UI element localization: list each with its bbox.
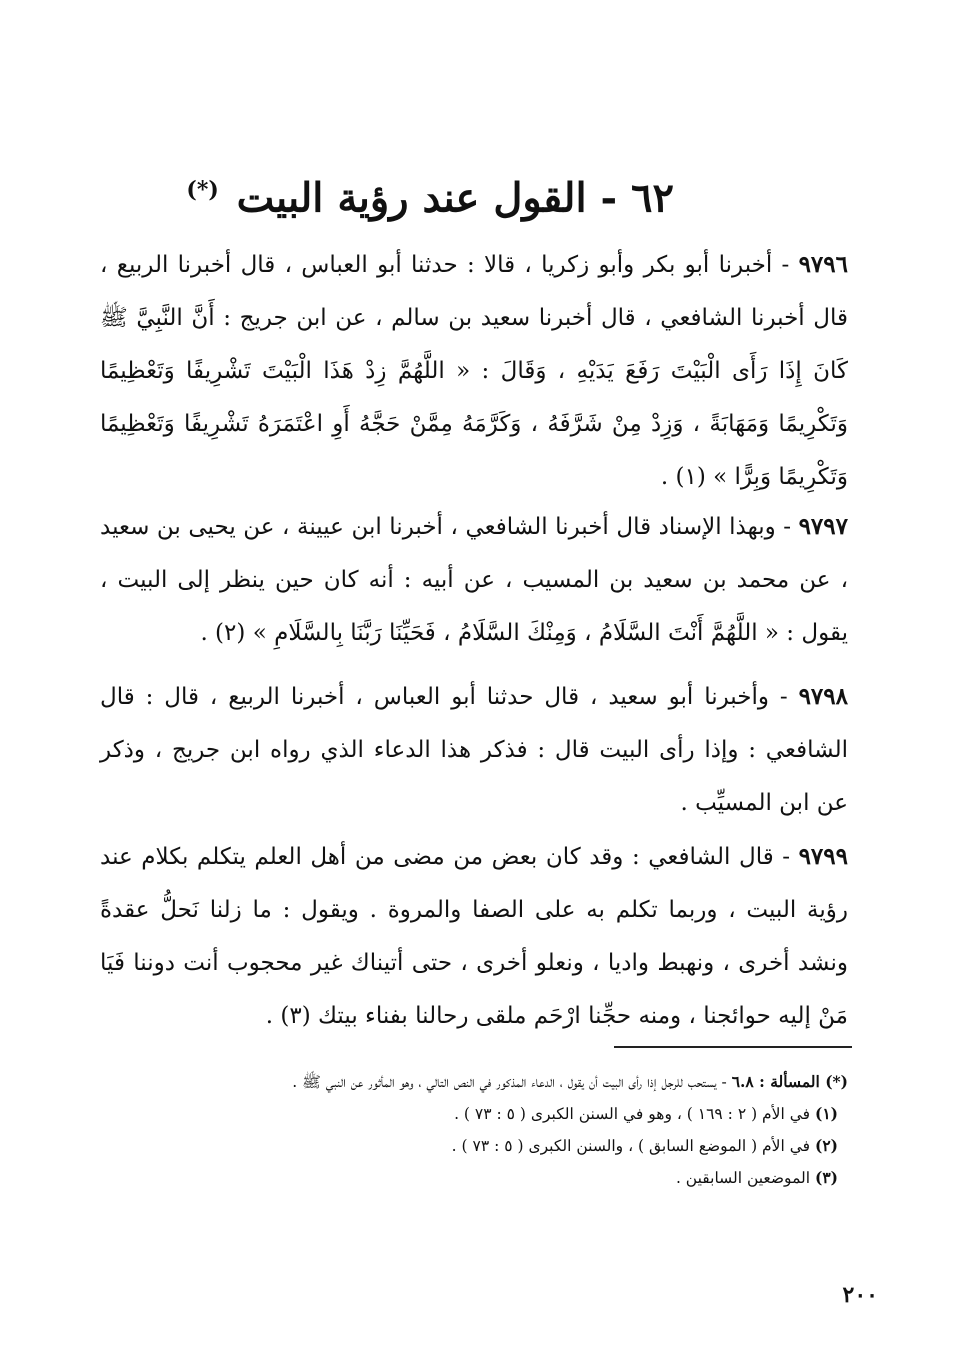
hadith-number: ٩٧٩٨: [798, 683, 848, 710]
chapter-title: [174, 160, 674, 228]
hadith-text: - قال الشافعي : وقد كان بعض من مضى من أهل العلم يتكلم بكلام عند رؤية البيت ، وربما تكلم به على الصفا والمروة . ويقول : ما زلنا نَحلُّ عقدةً ونشد أخرى ، ونهبط واديا ، ونعلو أخرى ، حتى أتيناك غير محجوب أنت دوننا فَيَا مَنْ إليه حوائجنا ، ومنه حجِّنا ارْحَم ملقى رحالنا بفناء بيتك (٣) .: [100, 844, 848, 1029]
hadith-9797: [100, 500, 848, 660]
footnote-lead: (٢): [814, 1136, 838, 1155]
hadith-9796: [100, 238, 848, 504]
hadith-number: ٩٧٩٧: [798, 513, 848, 540]
footnote-lead: (٣): [814, 1168, 838, 1187]
hadith-9798: [100, 670, 848, 830]
hadith-text: - أخبرنا أبو بكر وأبو زكريا ، قالا : حدثنا أبو العباس ، قال أخبرنا الربيع ، قال أخبرنا الشافعي ، قال أخبرنا سعيد بن سالم ، عن ابن جريج : أَنَّ النَّبِيَّ ﷺ كَانَ إِذَا رَأَى الْبَيْتَ رَفَعَ يَدَيْهِ ، وَقَالَ : « اللَّهُمَّ زِدْ هَذَا الْبَيْتَ تَشْرِيفًا وَتَعْظِيمًا وَتَكْرِيمًا وَمَهَابَةً ، وَزِدْ مِنْ شَرَّفَهُ ، وَكَرَّمَهُ مِمَّنْ حَجَّهُ أَوِ اعْتَمَرَهُ تَشْرِيفًا وَتَعْظِيمًا وَتَكْرِيمًا وَبِرًّا » (١) .: [100, 252, 848, 490]
footnote-star: [110, 1066, 848, 1098]
footnote-text: في الأم ( الموضع السابق ) ، والسنن الكبرى ( ٥ : ٧٣ ) .: [451, 1137, 815, 1155]
hadith-text: - وأخبرنا أبو سعيد ، قال حدثنا أبو العباس ، أخبرنا الربيع ، قال : قال الشافعي : وإذا رأى البيت قال : فذكر هذا الدعاء الذي رواه ابن جريج ، وذكر عن ابن المسيِّب .: [100, 684, 848, 816]
chapter-title-note-mark: (*): [186, 177, 219, 203]
page-number: ٢٠٠: [842, 1282, 878, 1308]
hadith-text: - وبهذا الإسناد قال أخبرنا الشافعي ، أخبرنا ابن عيينة ، عن يحيى بن سعيد ، عن محمد بن سعيد بن المسيب ، عن أبيه : أنه كان حين ينظر إلى البيت ، يقول : « اللَّهُمَّ أَنْتَ السَّلَامُ ، وَمِنْكَ السَّلَامُ ، فَحَيِّنَا رَبَّنَا بِالسَّلَامِ » (٢) .: [100, 514, 848, 646]
footnote-3: [110, 1162, 848, 1194]
footnote-2: [110, 1130, 848, 1162]
footnotes: [110, 1066, 848, 1194]
footnote-lead: (*) المسألة : ٦.٨: [731, 1072, 848, 1091]
hadith-paragraph: [100, 670, 848, 830]
hadith-paragraph: [100, 830, 848, 1043]
hadith-paragraph: [100, 238, 848, 504]
footnote-text: - يستحب للرجل إذا رأى البيت أن يقول ، الدعاء المذكور في النص التالي ، وهو المأثور عن النبي ﷺ .: [292, 1073, 732, 1091]
footnote-text: في الأم ( ٢ : ١٦٩ ) ، وهو في السنن الكبرى ( ٥ : ٧٣ ) .: [454, 1105, 815, 1123]
footnote-1: [110, 1098, 848, 1130]
footnote-divider: [614, 1046, 852, 1048]
hadith-number: ٩٧٩٦: [798, 251, 848, 278]
hadith-9799: [100, 830, 848, 1043]
hadith-number: ٩٧٩٩: [798, 843, 848, 870]
footnote-lead: (١): [814, 1104, 838, 1123]
hadith-paragraph: [100, 500, 848, 660]
footnote-text: الموضعين السابقين .: [675, 1169, 815, 1187]
chapter-title-text: ٦٢ - القول عند رؤية البيت: [236, 174, 674, 222]
